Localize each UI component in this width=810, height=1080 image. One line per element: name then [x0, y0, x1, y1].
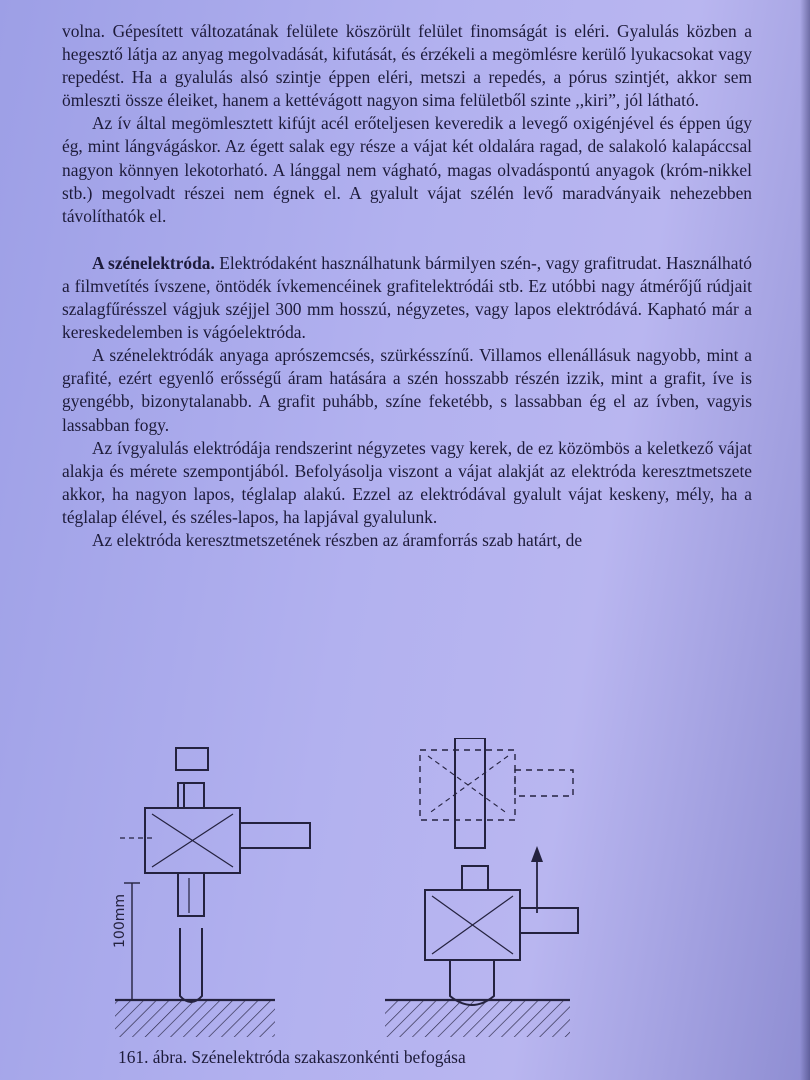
figure-caption: 161. ábra. Szénelektróda szakaszonkénti befogása [118, 1047, 466, 1067]
body-text [62, 20, 752, 552]
electrode-segment [176, 748, 208, 770]
page-edge-shadow [800, 0, 810, 1080]
paragraph: Az ív által megömlesztett kifújt acél erőteljesen keveredik a levegő oxigénjével és éppen úgy ég, mint lángvágáskor. Az égett salak egy része a vájat két oldalára ragad, de salakoló kalapáccsal nagyon könnyen lekotorható. A lánggal nem vágható, magas olvadáspontú anyagok (króm-nikkel stb.) megolvadt részei nem égnek el. A gyalult vájat szélén levő maradványaik nehezebben távolíthatók el. [62, 113, 752, 226]
electrode-lower [178, 873, 204, 916]
paragraph: volna. Gépesített változatának felülete köszörült felület finomságát is eléri. Gyalulás közben a hegesztő látja az anyag megolvadását, kifutását, és érzékeli a megömlésre kerülő lyukacsokat vagy repedést. Ha a gyalulás alsó szintje éppen eléri, metszi a repedés, a pórus szintjét, akkor sem ömleszti össze éleiket, hanem a kettévágott nagyon sima felületből szinte ,,kiri”, jól látható. [62, 21, 752, 111]
handle-dashed-outline [515, 770, 573, 796]
paragraph: Az elektróda keresztmetszetének részben az áramforrás szab határt, de [92, 529, 583, 550]
electrode-segment [178, 783, 204, 808]
electrode-holder-diagram [100, 738, 700, 1038]
left-assembly [115, 748, 310, 1002]
paragraph: A szénelektródák anyaga aprószemcsés, szürkésszínű. Villamos ellenállásuk nagyobb, mint a grafité, ezért egyenlő erősségű áram hatására a szén hosszabb részén izzik, mint a grafit, íve is gyengébb, bizonytalanabb. A grafit puhább, színe feketébb, s lassabban ég el az ívben, vagyis lassabban fogy. [62, 345, 752, 435]
dimension-label: 100mm [112, 894, 128, 948]
electrode-segment [462, 866, 488, 890]
section-heading: A szénelektróda. [92, 252, 215, 273]
electrode-tip [450, 960, 494, 1005]
right-assembly [385, 738, 578, 1005]
clamp-handle [520, 908, 578, 933]
electrode-upper [455, 738, 485, 848]
workpiece-hatch [115, 1001, 275, 1037]
paragraph: Az ívgyalulás elektródája rendszerint négyzetes vagy kerek, de ez közömbös a keletkező vájat alakja és mérete szempontjából. Befolyásolja viszont a vájat alakját az elektróda keresztmetszete akkor, ha nagyon lapos, téglalap alakú. Ezzel az elektródával gyalult vájat keskeny, mély, ha a téglalap élével, és széles-lapos, ha lapjával gyalulunk. [62, 437, 752, 527]
workpiece-hatch [385, 1001, 570, 1037]
clamp-handle [240, 823, 310, 848]
paragraph-with-heading [62, 252, 752, 344]
electrode-tip [180, 928, 202, 1002]
paragraph-body: Elektródaként használhatunk bármilyen szén-, vagy grafitrudat. Használható a filmvetítés ívszene, öntödék ívkemencéinek grafitelektródái stb. Ez utóbbi nagy átmérőjű rúdjait szalagfűrésszel vágjuk széjjel 300 mm hosszú, négyzetes, vagy lapos elektródává. Kapható már a kereskedelemben is vágóelektróda. [62, 252, 753, 343]
section-gap [62, 228, 752, 252]
